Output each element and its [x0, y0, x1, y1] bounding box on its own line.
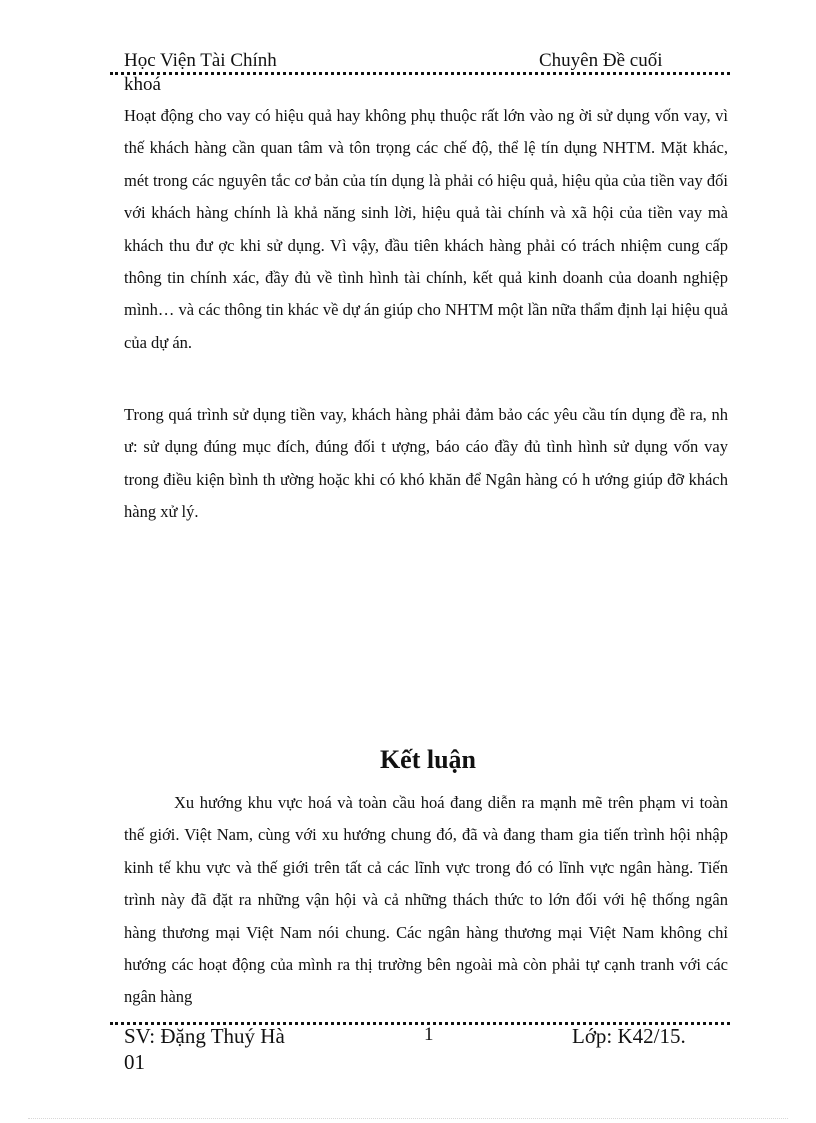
- body-paragraph-1: Hoạt động cho vay có hiệu quả hay không phụ thuộc rất lớn vào ng ời sử dụng vốn vay, vì thế khách hàng cần quan tâm và tôn trọng các chế độ, thể lệ tín dụng NHTM. Mặt khác, mét trong các nguyên tắc cơ bản của tín dụng là phải có hiệu quả, hiệu qủa của tiền vay đối với khách hàng chính là khả năng sinh lời, hiệu quả tài chính và xã hội của tiền vay mà khách thu đư ợc khi sử dụng. Vì vậy, đầu tiên khách hàng phải có trách nhiệm cung cấp thông tin chính xác, đầy đủ về tình hình tài chính, kết quả kinh doanh của doanh nghiệp mình… và các thông tin khác về dự án giúp cho NHTM một lần nữa thẩm định lại hiệu quả của dự án.: [124, 106, 728, 352]
- body-paragraph-2: Trong quá trình sử dụng tiền vay, khách hàng phải đảm bảo các yêu cầu tín dụng đề ra, nh ư: sử dụng đúng mục đích, đúng đối t ượng, báo cáo đầy đủ tình hình sử dụng vốn vay trong điều kiện bình th ường hoặc khi có khó khăn để Ngân hàng có h ướng giúp đỡ khách hàng xử lý.: [124, 405, 728, 522]
- header-document-type: Chuyên Đề cuối: [539, 50, 663, 71]
- header-institution: Học Viện Tài Chính: [124, 50, 277, 71]
- page-edge-rule: [28, 1118, 788, 1119]
- footer-student-name: SV: Đặng Thuý Hà: [124, 1024, 285, 1048]
- conclusion-heading: Kết luận: [379, 745, 477, 774]
- footer-student-name-wrap: 01: [124, 1050, 145, 1074]
- footer-class: Lớp: K42/15.: [572, 1024, 686, 1048]
- header-dotted-rule: [110, 72, 730, 75]
- footer-page-number: 1: [424, 1024, 434, 1045]
- header-document-type-wrap: khoá: [124, 74, 161, 95]
- conclusion-paragraph: Xu hướng khu vực hoá và toàn cầu hoá đang diễn ra mạnh mẽ trên phạm vi toàn thế giới. Việt Nam, cùng với xu hướng chung đó, đã và đang tham gia tiến trình hội nhập kinh tế khu vực và thế giới trên tất cả các lĩnh vực trong đó có lĩnh vực ngân hàng. Tiến trình này đã đặt ra những vận hội và cả những thách thức to lớn đối với hệ thống ngân hàng thương mại Việt Nam nói chung. Các ngân hàng thương mại Việt Nam không chỉ hướng các hoạt động của mình ra thị trường bên ngoài mà còn phải tự cạnh tranh với các ngân hàng: [124, 793, 728, 1007]
